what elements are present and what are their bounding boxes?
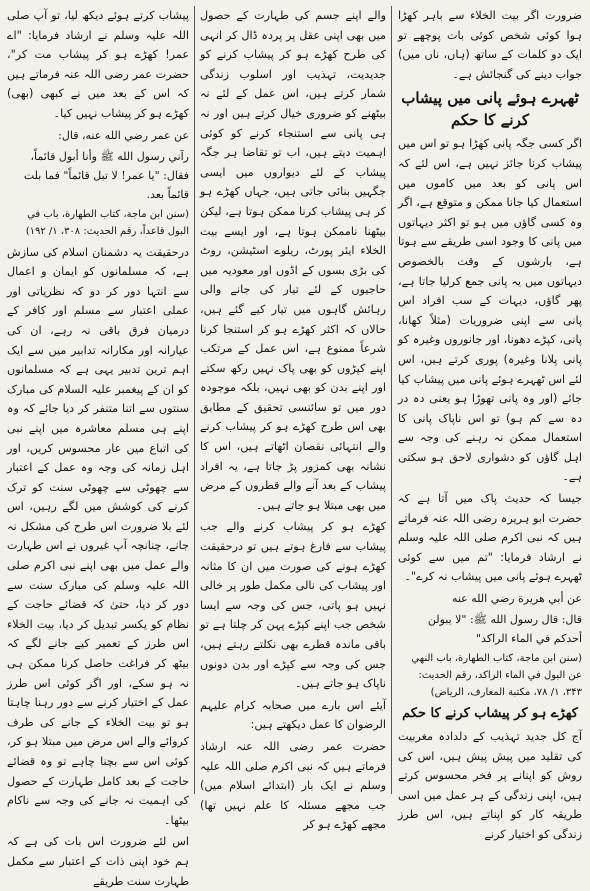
column-left xyxy=(7,6,189,888)
paragraph: اس لئے ضرورت اس بات کی ہے کہ ہم خود اپنی ذات کے اعتبار سے مکمل طہارت سنت طریقے xyxy=(7,835,189,888)
arabic-hadith-text: قال: قال رسول الله ﷺ: "لا يبولن أحدكم في الماء الراكد" xyxy=(427,613,582,646)
column-middle xyxy=(200,6,386,832)
paragraph: جیسا کہ حدیث پاک میں آتا ہے کہ حضرت ابو ہریرہ رضی اللہ عنہ فرماتے ہیں کہ نبی اکرم صلی اللہ علیہ وسلم نے ارشاد فرمایا: "تم میں سے کوئی ٹھہرے ہوئے پانی میں پیشاب نہ کرے"۔ xyxy=(398,492,582,584)
column-divider-right xyxy=(391,6,392,794)
column-divider-left xyxy=(194,6,195,794)
paragraph: حضرت عمر رضی اللہ عنہ ارشاد فرماتے ہیں کہ نبی اکرم صلی اللہ علیہ وسلم نے ایک بار (ابتدائے اسلام میں) جب مجھے مسئلہ کا علم نہیں تھا) مجھے کھڑے ہو کر xyxy=(200,739,386,832)
arabic-hadith-chain: عن عمر رضي الله عنه، قال: xyxy=(58,128,189,142)
hadith-reference: (سنن ابن ماجة، كتاب الطهارة، باب النهي عن البول في الماء الراكد، رقم الحديث: ۳۴۳، ۱/ ۷۸، مكتبة المعارف، الرياض) xyxy=(411,653,582,699)
paragraph: ضرورت اگر بیت الخلاء سے باہر کھڑا ہوا کوئی شخص کوئی بات پوچھے تو ایک دو کلمات کے ساتھ (ہاں، ناں میں) جواب دینے کی گنجائش ہے۔ xyxy=(398,9,582,81)
paragraph: والے اپنے جسم کی طہارت کے حصول میں بھی اپنی عقل پر پردہ ڈال کر انہی کی طرح کھڑے ہو کر پیشاب کرنے کو جدیدیت، تہذیب اور اسلوب زندگی شمار کرتے ہیں، اس عمل کے لئے نہ بیٹھنے کو ضروری خیال کرتے ہیں اور نہ ہی پانی سے استنجاء کرنے کو کوئی اہمیت دیتے ہیں، اب تو تقاضا ہر جگہ پیشاب کے لئے دیواروں میں ایسی جگہیں بنائی جاتی ہیں، جہاں کھڑے ہو کر ہی پیشاب کرنا ممکن ہوتا ہے، لیکن بیٹھنا ناممکن ہوتا ہے، اور ایسے بیت الخلاء ایئر پورٹ، ریلوے اسٹیشن، روٹ کی بڑی بسوں کے اڈوں اور معودیہ میں حاجیوں کے لئے تیار کی جانے والی رہائش گاہوں میں تیار کیے گئے ہیں، حالاں کہ اکثر کھڑے ہو کر استنجا کرنا شرعاً ممنوع ہے، اس عمل کے مرتکب اپنے کپڑوں کو بھی پاک نہیں رکھ سکتے اور اپنے بدن کو بھی نہیں، بلکہ موجودہ دور میں تو سائنسی تحقیق کے مطابق بھی اس طرح کھڑے ہو کر پیشاب کرنے والے انتہائی نقصان اٹھاتے ہیں، اس کا نشانہ بھی کمزور پڑ جاتا ہے، یہ افراد پیشاب کے بعد آنے والے قطروں کے مرض میں بھی مبتلا ہو جاتے ہیں۔ xyxy=(200,9,386,512)
hadith-reference: (سنن ابن ماجة، كتاب الطهارة، باب في البول قاعداً، رقم الحديث: ۳۰۸، ۱/ ۱۹۲) xyxy=(25,208,189,237)
section-heading: ٹھہرے ہوئے پانی میں پیشاب کرنے کا حکم xyxy=(401,89,579,130)
paragraph: پیشاب کرتے ہوئے دیکھ لیا، تو آپ صلی اللہ علیہ وسلم نے ارشاد فرمایا: "اے عمر! کھڑے ہو کر پیشاب مت کر"، حضرت عمر رضی اللہ عنہ فرماتے ہیں کہ اس کے بعد میں نے کبھی (بھی) کھڑے ہو کر پیشاب نہیں کیا۔ xyxy=(7,9,189,120)
paragraph: کھڑے ہو کر پیشاب کرنے والے جب پیشاب سے فارغ ہوتے ہیں تو درحقیقت کھڑے ہونے کی صورت میں ان کا مثانہ اور پیشاب کی نالی مکمل طور پر خالی نہیں ہو پاتی، جس کی وجہ سے ایسا شخص جب اپنے کپڑے پہن کر چلتا ہے تو باقی ماندہ قطرے بھی نکلتے رہتے ہیں، جس کی وجہ سے کپڑے اور بدن دونوں ناپاک ہو جاتے ہیں۔ xyxy=(200,520,386,691)
arabic-hadith-text: رآني رسول الله ﷺ وأنا أبول قائماً، فقال: "يا عمر! لا تبل قائماً" فما بلت قائماً بعد. xyxy=(23,149,189,201)
column-right xyxy=(398,6,582,841)
paragraph: آیئے اس بارے میں صحابہ کرام علیہم الرضوان کا عمل دیکھتے ہیں: xyxy=(200,698,386,732)
paragraph: آج کل جدید تہذیب کے دلدادہ مغربیت کی تقلید میں پیش پیش ہیں، اس کی روش کو اپنانے پر فخر محسوس کرتے ہیں، اپنی زندگی کے ہر عمل میں اسی طریقہ کار کو اپناتے ہیں، اس طرز زندگی کو اختیار کرنے xyxy=(398,730,582,841)
paragraph: اگر کسی جگہ پانی کھڑا ہو تو اس میں پیشاب کرنا جائز نہیں ہے، اس لئے کہ اس پانی کو بعد میں کاموں میں استعمال کیا جانا ممکن و متوقع ہے، اگر وہ کسی گاؤں میں ہو تو اکثر دیہاتوں میں پانی کا وجود اسی طریقے سے ہوتا ہے، بارشوں کے وقت بالخصوص دیہاتوں میں یہ پانی جمع کرلیا جاتا ہے، پھر گاؤں، دیہات کے سب افراد اس پانی سے اپنی ضروریات (مثلاً کھانا، پانی، کپڑے دھونا، اور جانوروں وغیرہ کو پانی پلانا وغیرہ) پوری کرتے ہیں، اس لئے اس ٹھہرے ہوئے پانی میں پیشاب کیا جائے (اور وہ پانی تھوڑا ہو یعنی دہ در دہ سے کم ہو) تو اس ناپاک پانی کا استعمال ممکن نہ رہنے کی وجہ سے اہل گاؤں کو دشواری لاحق ہو سکتی ہے۔ xyxy=(398,137,582,484)
arabic-hadith-chain: عن أبي هريرة رضي الله عنه xyxy=(451,592,582,606)
paragraph: درحقیقت یہ دشمنان اسلام کی سازش ہے، کہ مسلمانوں کو ایمان و اعمال سے انتہا دور کر دو کہ نظریاتی اور عملی اعتبار سے مسلم اور کافر کے درمیان فرق باقی نہ رہے، ان کی عیارانہ اور مکارانہ تدابیر میں سے ایک اہم ترین تدبیر یہی ہے کہ مسلمانوں کو ان کے پیغمبر علیہ السلام کی مبارک سنتوں سے اتنا متنفر کر دیا جائے کہ وہ اپنے ہی مسلم معاشرہ میں اپنے نبی کی اتباع میں عار محسوس کریں، اور اہل زمانہ کی وجہ وہ عمل کے اعتبار سے چھوٹی سے چھوٹی سنت کو ترک کرنے کی کوشش میں لگے رہیں، اس لئے بلا ضرورت اس طرح کی مشکل نہ جانے، چنانچہ آپ غیروں نے اس طہارت والے عمل میں بھی اپنے نبی اکرم صلی اللہ علیہ وسلم کی مبارک سنت سے دور کر دیا، حتیٰ کہ قضائے حاجت کے نظام کو یکسر تبدیل کر دیا، بیت الخلاء اس طرز کے تعمیر کیے جانے لگے کہ بیٹھ کر فراغت حاصل کرنا ممکن ہی نہ ہو سکے، اور اگر کوئی اس طرز عمل کے اختیار کرنے سے دور رہنا چاہتا ہو تو بیت الخلاء کے جانے کی طرف کروائے والے اس مرض میں مبتلا ہو کر، کوئی اس سے بچنا چاہے تو وہ قضائے حاجت کے بعد کامل طہارت کے حصول کی اہمیت نہ جانے کی وجہ سے ناکام بیٹھا۔ xyxy=(7,245,189,827)
section-heading: کھڑے ہو کر پیشاب کرنے کا حکم xyxy=(402,706,578,722)
